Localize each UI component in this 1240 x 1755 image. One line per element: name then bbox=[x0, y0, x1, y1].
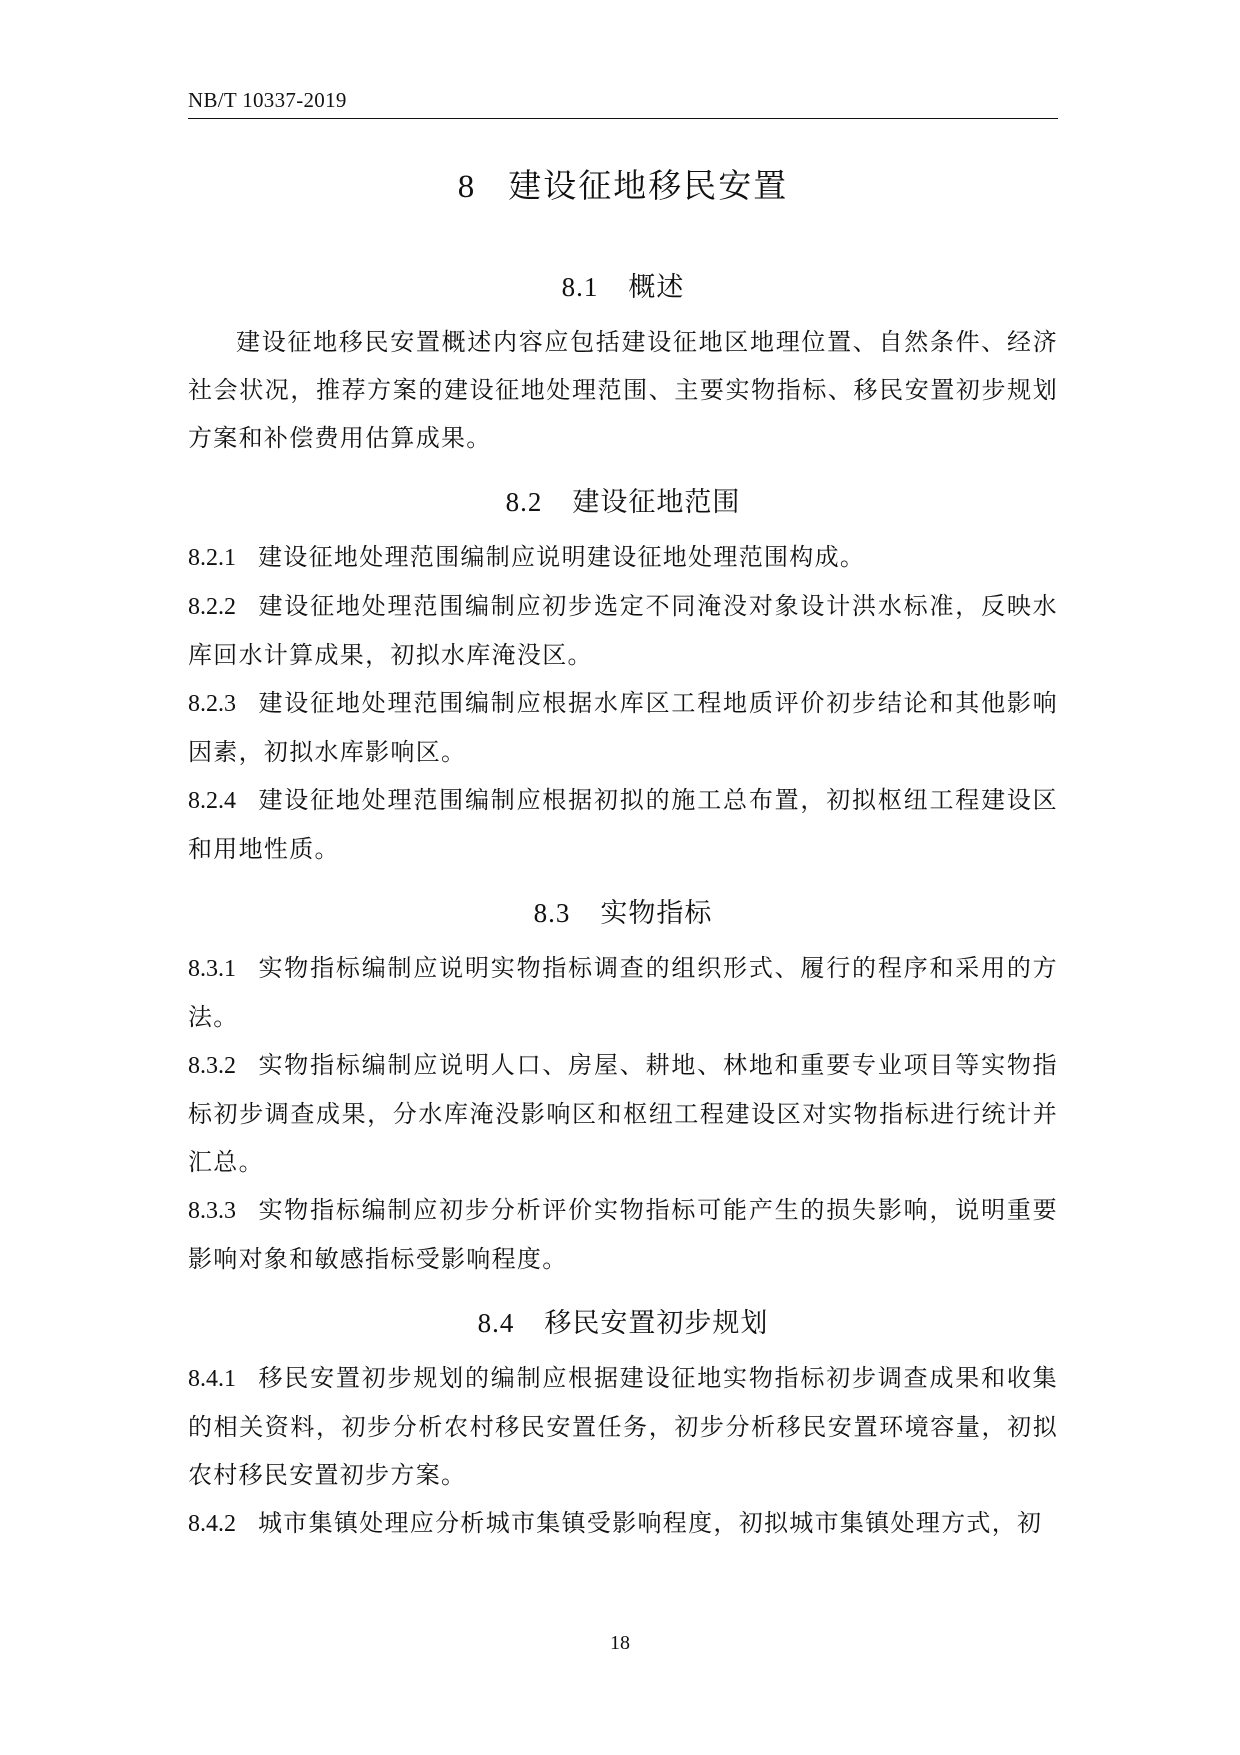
section-title: 移民安置初步规划 bbox=[544, 1308, 769, 1339]
clause-number: 8.3.2 bbox=[188, 1053, 236, 1079]
section-number: 8.3 bbox=[533, 898, 571, 928]
section-heading bbox=[188, 1301, 1058, 1340]
clause-text: 建设征地处理范围编制应根据初拟的施工总布置，初拟枢纽工程建设区和用地性质。 bbox=[188, 786, 1058, 863]
clause bbox=[188, 582, 1058, 679]
chapter-number: 8 bbox=[457, 169, 477, 205]
clause bbox=[188, 776, 1058, 873]
clause bbox=[188, 1186, 1058, 1283]
clause-number: 8.4.2 bbox=[188, 1511, 236, 1537]
section-title: 概述 bbox=[628, 272, 685, 303]
clause-text: 移民安置初步规划的编制应根据建设征地实物指标初步调查成果和收集的相关资料，初步分析农村移民安置任务，初步分析移民安置环境容量，初拟农村移民安置初步方案。 bbox=[188, 1364, 1058, 1489]
clause-number: 8.2.2 bbox=[188, 594, 236, 620]
clause-text: 实物指标编制应说明人口、房屋、耕地、林地和重要专业项目等实物指标初步调查成果，分水库淹没影响区和枢纽工程建设区对实物指标进行统计并汇总。 bbox=[188, 1051, 1058, 1176]
section-heading bbox=[188, 480, 1058, 519]
clause-number: 8.3.3 bbox=[188, 1198, 236, 1224]
clause-number: 8.3.1 bbox=[188, 956, 236, 982]
clause-text: 城市集镇处理应分析城市集镇受影响程度，初拟城市集镇处理方式，初 bbox=[258, 1509, 1043, 1537]
chapter-title-text: 建设征地移民安置 bbox=[508, 166, 789, 205]
clause-text: 建设征地处理范围编制应说明建设征地处理范围构成。 bbox=[258, 543, 866, 571]
clause-number: 8.2.3 bbox=[188, 691, 236, 717]
clause-text: 实物指标编制应说明实物指标调查的组织形式、履行的程序和采用的方法。 bbox=[188, 954, 1058, 1031]
clause bbox=[188, 533, 1058, 582]
page-body bbox=[188, 160, 1058, 1548]
clause bbox=[188, 944, 1058, 1041]
clause-text: 建设征地处理范围编制应根据水库区工程地质评价初步结论和其他影响因素，初拟水库影响区。 bbox=[188, 689, 1058, 766]
section-heading bbox=[188, 265, 1058, 304]
clause-number: 8.2.4 bbox=[188, 788, 236, 814]
document-code: NB/T 10337-2019 bbox=[188, 88, 347, 112]
clause-text: 实物指标编制应初步分析评价实物指标可能产生的损失影响，说明重要影响对象和敏感指标受影响程度。 bbox=[188, 1196, 1058, 1273]
section-intro: 建设征地移民安置概述内容应包括建设征地区地理位置、自然条件、经济社会状况，推荐方案的建设征地处理范围、主要实物指标、移民安置初步规划方案和补偿费用估算成果。 bbox=[188, 328, 1058, 452]
section-title: 实物指标 bbox=[600, 898, 713, 929]
section-title: 建设征地范围 bbox=[572, 487, 741, 518]
clause bbox=[188, 679, 1058, 776]
clause bbox=[188, 1354, 1058, 1499]
section-number: 8.2 bbox=[505, 487, 543, 517]
section-heading bbox=[188, 891, 1058, 930]
section-number: 8.1 bbox=[561, 272, 599, 302]
section-number: 8.4 bbox=[477, 1308, 515, 1338]
clause-number: 8.2.1 bbox=[188, 545, 236, 571]
chapter-title bbox=[188, 160, 1058, 207]
clause bbox=[188, 1041, 1058, 1186]
clause-text: 建设征地处理范围编制应初步选定不同淹没对象设计洪水标准，反映水库回水计算成果，初拟水库淹没区。 bbox=[188, 592, 1058, 669]
clause-number: 8.4.1 bbox=[188, 1366, 236, 1392]
header-rule bbox=[188, 118, 1058, 119]
clause bbox=[188, 1499, 1058, 1548]
page-number: 18 bbox=[610, 1632, 630, 1654]
